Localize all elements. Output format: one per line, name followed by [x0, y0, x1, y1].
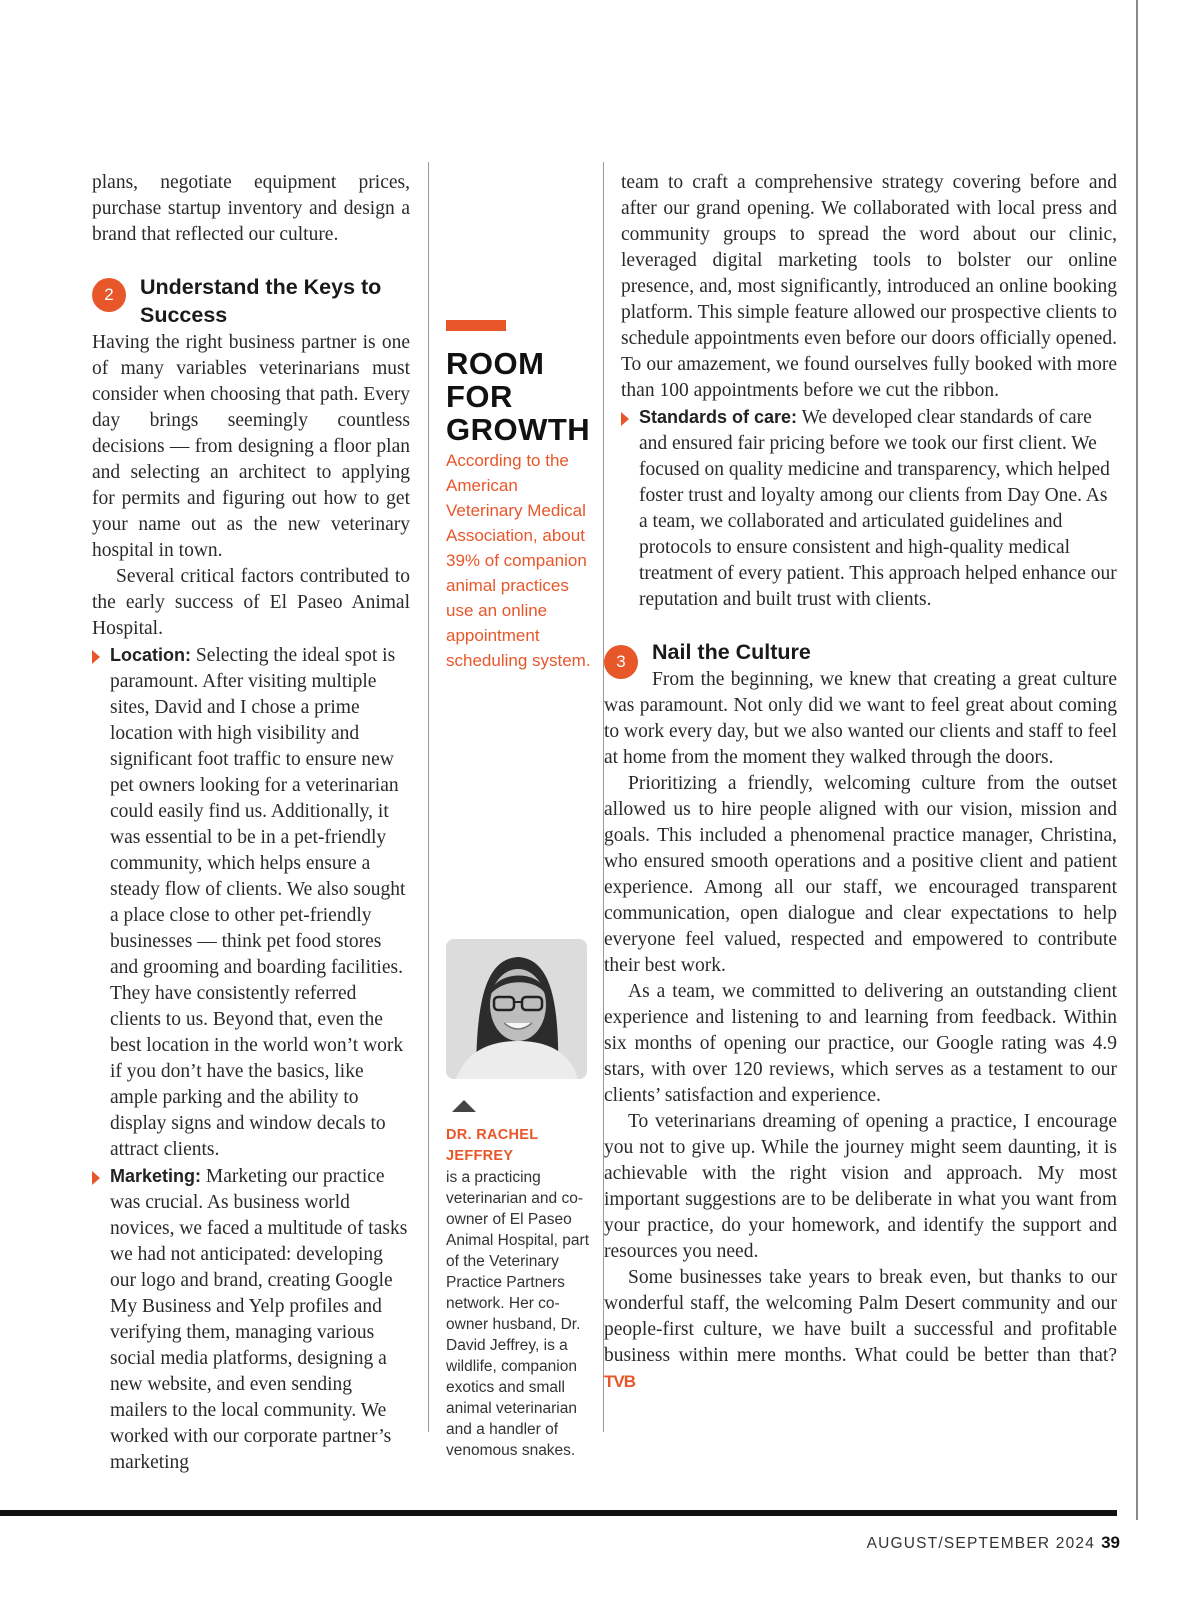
section-3-body	[604, 667, 1117, 1395]
accent-bar	[446, 320, 506, 331]
section-2-heading	[92, 274, 410, 330]
bottom-rule	[0, 1510, 1117, 1516]
section-title: Nail the Culture	[652, 640, 811, 664]
section-3-paragraph-5	[604, 1265, 1117, 1395]
section-2-paragraph-2: Several critical factors contributed to the early success of El Paseo Animal Hospital.	[92, 566, 410, 639]
sidebar-text: According to the American Veterinary Medical Association, about 39% of companion animal practices use an online appointment scheduling system.	[446, 451, 591, 670]
section-3-heading	[604, 639, 1117, 671]
section-title: Understand the Keys to Success	[140, 275, 382, 327]
author-bio	[446, 1125, 596, 1461]
column-left	[92, 170, 410, 1476]
bullet-arrow-icon	[621, 412, 629, 426]
author-portrait-icon	[446, 939, 587, 1079]
sidebar-title: ROOM FOR GROWTH	[446, 346, 591, 447]
section-3-paragraph-1: From the beginning, we knew that creating a great culture was paramount. Not only did we want to feel great about coming to work every day, but we also wanted our clients and staff to feel at home from the moment they walked through the doors.	[604, 669, 1117, 768]
issue-date: AUGUST/SEPTEMBER 2024	[866, 1535, 1096, 1552]
section-3-paragraph-2: Prioritizing a friendly, welcoming culture from the outset allowed us to hire people aligned with our vision, mission and goals. This included a phenomenal practice manager, Christina, who ensured smooth operations and a positive client and patient experience. Among all our staff, we encouraged transparent communication, open dialogue and clear expectations to help everyone feel valued, respected and empowered to contribute their best work.	[604, 773, 1117, 976]
right-edge-rule	[1136, 0, 1138, 1520]
intro-paragraph: plans, negotiate equipment prices, purchase startup inventory and design a brand that reflected our culture.	[92, 172, 410, 245]
bullet-text: Selecting the ideal spot is paramount. After visiting multiple sites, David and I chose a prime location with high visibility and significant foot traffic to ensure new pet owners looking for a veterinarian could easily find us. Additionally, it was essential to be in a pet-friendly community, which helps ensure a steady flow of clients. We also sought a place close to other pet-friendly businesses — think pet food stores and grooming and boarding facilities. They have consistently referred clients to us. Beyond that, even the best location in the world won’t work if you don’t have the basics, like ample parking and the ability to display signs and window decals to attract clients.	[110, 645, 406, 1160]
caption-pointer-icon	[452, 1100, 476, 1112]
bullet-marketing	[92, 1163, 410, 1476]
column-right	[604, 170, 1117, 1395]
section-2-paragraph-1: Having the right business partner is one of many variables veterinarians must consider when choosing that path. Every day brings seemingly countless decisions — from designing a floor plan and selecting an architect to applying for permits and figuring out how to get your name out as the new veterinary hospital in town.	[92, 332, 410, 561]
bullet-lead: Standards of care:	[639, 407, 798, 427]
author-bio-text: is a practicing veterinarian and co-owner of El Paseo Animal Hospital, part of the Veterinary Practice Partners network. Her co-owner husband, Dr. David Jeffrey, is a wildlife, companion exotics and small animal veterinarian and a handler of venomous snakes.	[446, 1169, 590, 1459]
page-footer	[867, 1533, 1120, 1553]
bullet-standards	[621, 404, 1117, 613]
bullet-text: Marketing our practice was crucial. As business world novices, we faced a multitude of tasks we had not anticipated: developing our logo and brand, creating Google My Business and Yelp profiles and verifying them, managing various social media platforms, designing a new website, and even sending mailers to the local community. We worked with our corporate partner’s marketing	[110, 1166, 408, 1473]
sidebar-callout	[446, 320, 596, 673]
page-number: 39	[1101, 1533, 1120, 1552]
closing-text: Some businesses take years to break even, but thanks to our wonderful staff, the welcoming Palm Desert community and our people-first culture, we have built a successful and profitable business within mere months. What could be better than that?	[604, 1267, 1117, 1366]
tvb-end-mark: TVB	[604, 1372, 635, 1391]
bullet-lead: Location:	[110, 645, 191, 665]
section-number-badge: 2	[92, 278, 126, 312]
bullet-arrow-icon	[92, 1171, 100, 1185]
section-3-paragraph-4: To veterinarians dreaming of opening a practice, I encourage you not to give up. While the journey might seem daunting, it is achievable with the right vision and approach. My most important suggestions are to be deliberate in what you want from your practice, do your homework, and identify the support and resources you need.	[604, 1111, 1117, 1262]
bullet-lead: Marketing:	[110, 1166, 202, 1186]
column-divider	[428, 162, 429, 1432]
section-number-badge: 3	[604, 645, 638, 679]
bullet-arrow-icon	[92, 650, 100, 664]
section-3-paragraph-3: As a team, we committed to delivering an outstanding client experience and listening to and learning from feedback. Within six months of opening our practice, our Google rating was 4.9 stars, with over 120 reviews, which serves as a testament to our clients’ satisfaction and experience.	[604, 981, 1117, 1106]
bullet-text: We developed clear standards of care and ensured fair pricing before we took our first client. We focused on quality medicine and transparency, which helped foster trust and loyalty among our clients from Day One. As a team, we collaborated and articulated guidelines and protocols to ensure consistent and high-quality medical treatment of every patient. This approach helped enhance our reputation and built trust with clients.	[639, 407, 1117, 610]
intro-paragraph: team to craft a comprehensive strategy covering before and after our grand opening. We collaborated with local press and community groups to spread the word about our clinic, leveraged digital marketing tools to bolster our online presence, and, most significantly, introduced an online booking platform. This simple feature allowed our prospective clients to schedule appointments even before our doors officially opened. To our amazement, we found ourselves fully booked with more than 100 appointments before we cut the ribbon.	[621, 172, 1117, 401]
author-photo	[446, 939, 587, 1079]
author-name: DR. RACHEL JEFFREY	[446, 1127, 539, 1164]
bullet-location	[92, 642, 410, 1163]
